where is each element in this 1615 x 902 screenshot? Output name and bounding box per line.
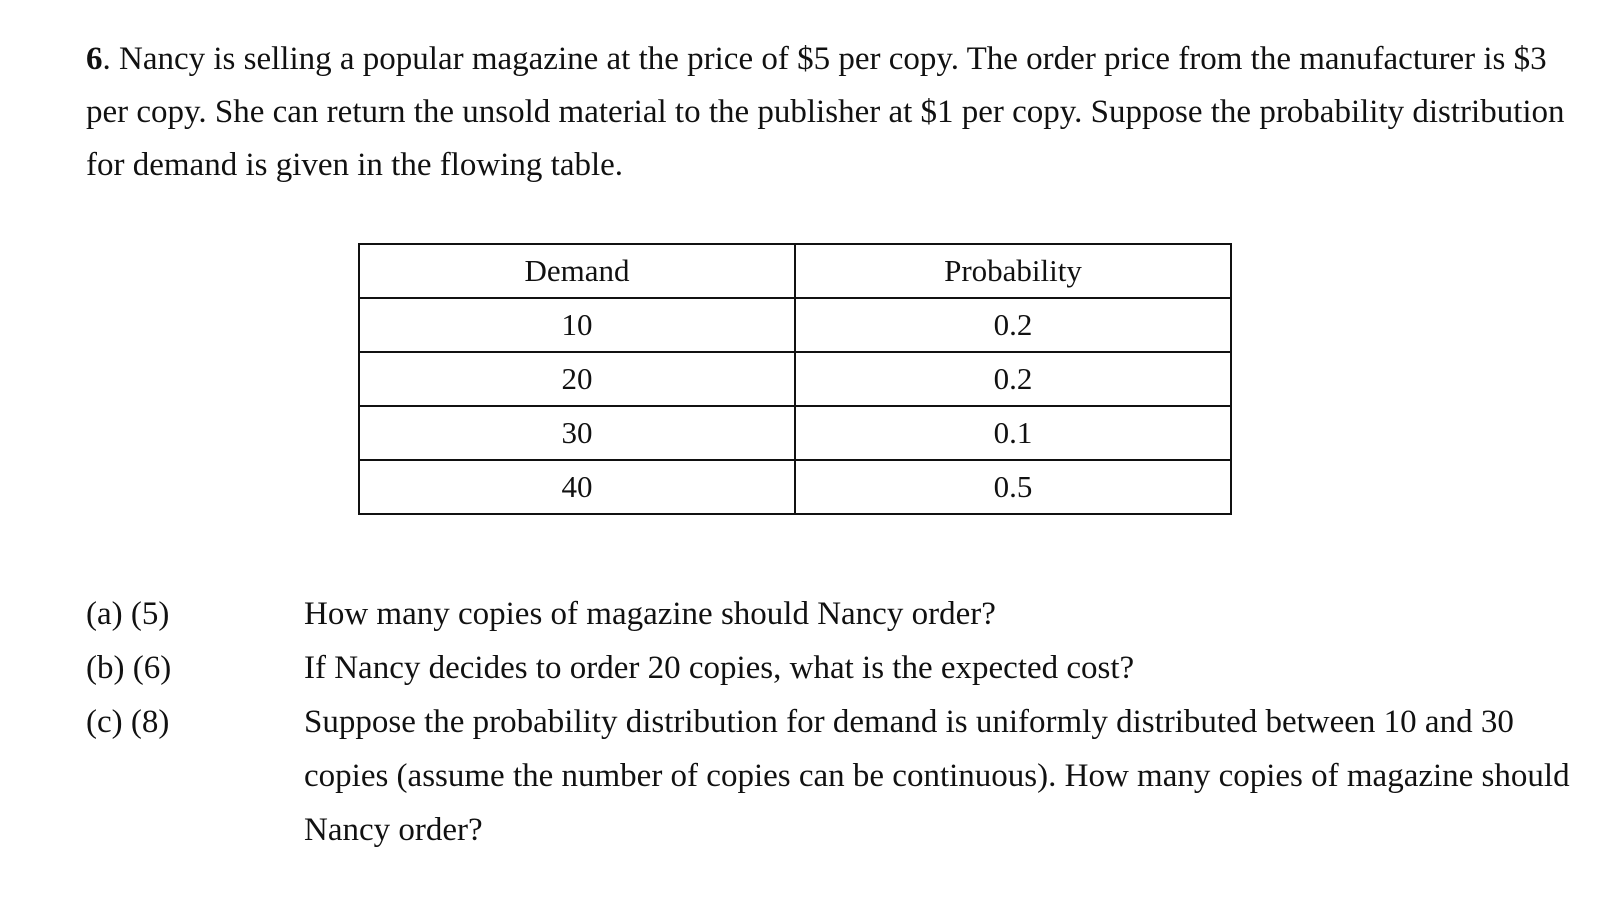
table-row xyxy=(359,298,1231,352)
demand-cell: 10 xyxy=(359,298,795,352)
question-part-a xyxy=(86,587,1586,641)
problem-text: . Nancy is selling a popular magazine at the price of $5 per copy. The order price from the manufacturer is $3 per copy. She can return the unsold material to the publisher at $1 per copy. Suppose the probability distribution for demand is given in the flowing table. xyxy=(86,41,1565,183)
demand-cell: 20 xyxy=(359,352,795,406)
question-part-c xyxy=(86,695,1586,857)
part-text: How many copies of magazine should Nancy order? xyxy=(304,596,996,632)
part-text: If Nancy decides to order 20 copies, what is the expected cost? xyxy=(304,650,1135,686)
part-label: (c) (8) xyxy=(86,704,170,740)
header-demand: Demand xyxy=(359,244,795,298)
table-row xyxy=(359,352,1231,406)
table-header-row xyxy=(359,244,1231,298)
part-label: (b) (6) xyxy=(86,650,172,686)
probability-cell: 0.1 xyxy=(795,406,1231,460)
question-parts xyxy=(86,587,1586,857)
probability-cell: 0.5 xyxy=(795,460,1231,514)
table-row xyxy=(359,460,1231,514)
demand-cell: 40 xyxy=(359,460,795,514)
part-text: Suppose the probability distribution for demand is uniformly distributed between 10 and 30 copies (assume the number of copies can be continuous). How many copies of magazine should Nancy order? xyxy=(304,704,1570,848)
table-row xyxy=(359,406,1231,460)
demand-cell: 30 xyxy=(359,406,795,460)
question-part-b xyxy=(86,641,1586,695)
problem-statement xyxy=(86,33,1566,192)
problem-number: 6 xyxy=(86,41,103,77)
probability-cell: 0.2 xyxy=(795,298,1231,352)
part-label: (a) (5) xyxy=(86,596,170,632)
header-probability: Probability xyxy=(795,244,1231,298)
demand-probability-table xyxy=(358,243,1232,515)
probability-cell: 0.2 xyxy=(795,352,1231,406)
